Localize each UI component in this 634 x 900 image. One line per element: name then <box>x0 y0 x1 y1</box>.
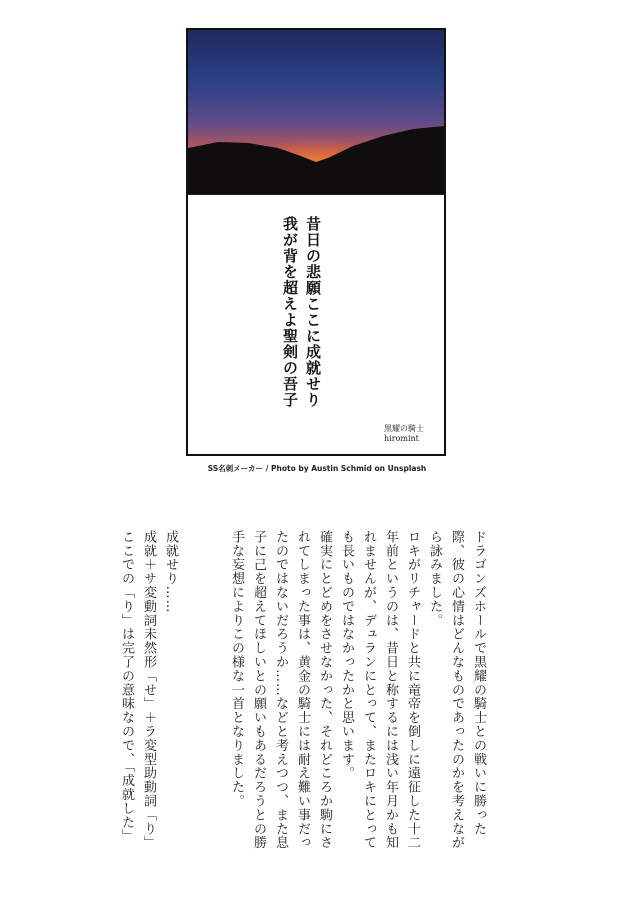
card <box>186 28 446 456</box>
commentary-note-meaning: ここでの「り」は完了の意味なので、「成就した」 <box>119 530 134 844</box>
commentary <box>115 530 489 860</box>
poem <box>278 216 324 411</box>
commentary-note-grammar: 成就＋サ変動詞未然形「せ」＋ラ変型助動詞「り」 <box>141 530 156 850</box>
signature-author: hiromint <box>384 434 419 443</box>
poem-line-1: 昔日の悲願ここに成就せり <box>304 216 322 408</box>
photo-credit-caption: SS名刺メーカー / Photo by Austin Schmid on Unsplash <box>207 464 427 473</box>
commentary-paragraph-1: ドラゴンズホールで黒耀の騎士との戦いに勝った際、彼の心情はどんなものであったのかを考えながら詠みました。 <box>427 530 486 850</box>
sunset-photo <box>188 30 444 194</box>
commentary-note-title: 成就せり…… <box>163 530 178 614</box>
commentary-paragraph-3: 確実にとどめをさせなかった、それどころか駒にされてしまった事は、黄金の騎士には耐え難い事だったのではないだろうか……などと考えつつ、また息子に己を超えてほしいとの願いもあるだろうとの勝手な妄想によりこの様な一首となりました。 <box>229 530 332 850</box>
paragraph-spacer <box>181 530 225 860</box>
card-divider <box>188 194 444 195</box>
commentary-paragraph-2: ロキがリチャードと共に竜帝を倒しに遠征した十二年前というのは、昔日と称するには浅い年月かも知れませんが、デュランにとって、またロキにとっても長いものではなかったかと思います。 <box>339 530 420 850</box>
poem-line-2: 我が背を超えよ聖剣の吾子 <box>281 216 299 408</box>
signature <box>384 424 424 444</box>
signature-title: 黒耀の騎士 <box>384 424 424 433</box>
